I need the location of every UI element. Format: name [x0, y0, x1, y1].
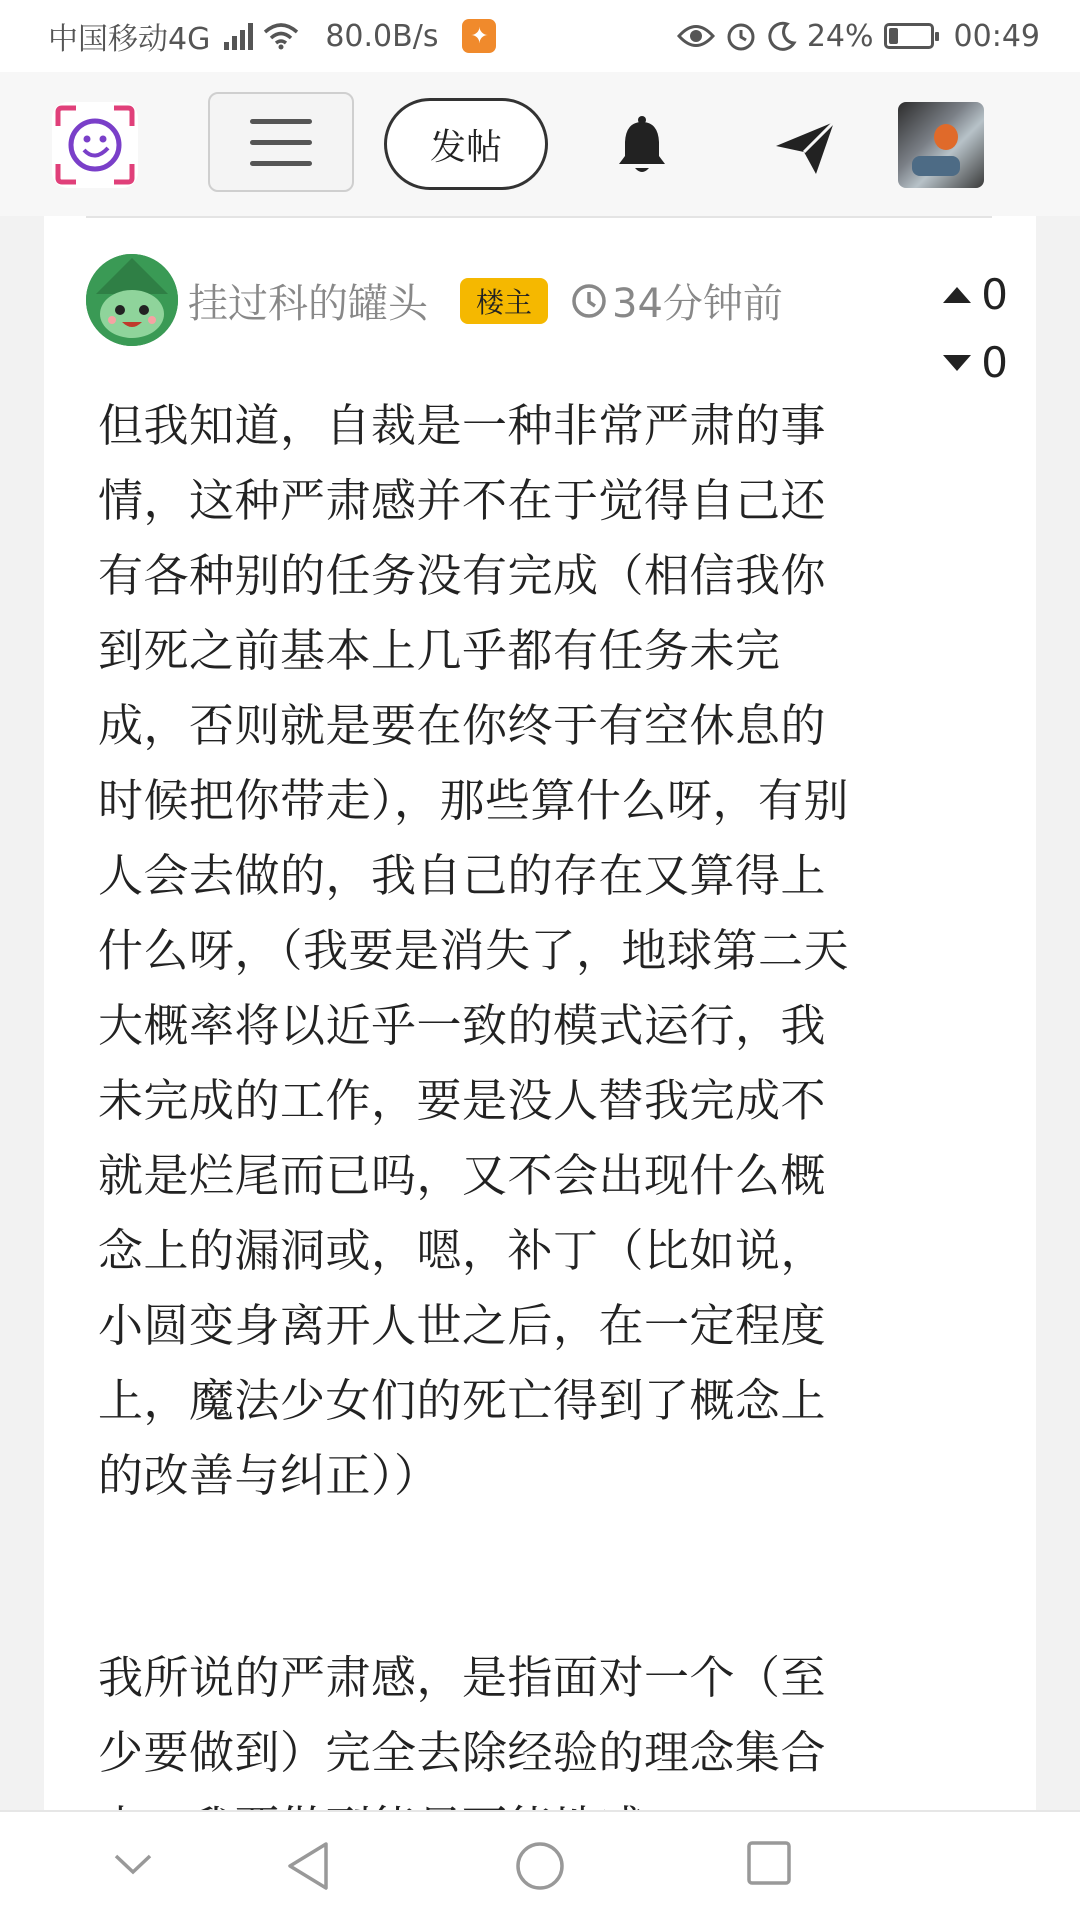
carrier-label: 中国移动4G: [48, 22, 211, 57]
post-paragraph: 我所说的严肃感，是指面对一个（至少要做到）完全去除经验的理念集合: [98, 1651, 827, 1779]
status-left: [48, 0, 496, 72]
upvote-arrow-icon: [943, 287, 971, 303]
status-right: [677, 0, 1040, 72]
system-nav-bar: [0, 1810, 1080, 1920]
moon-icon: [767, 21, 797, 51]
downvote-button[interactable]: [943, 338, 1008, 387]
back-icon[interactable]: [284, 1840, 332, 1892]
user-avatar[interactable]: [898, 102, 984, 188]
upvote-button[interactable]: [943, 270, 1008, 319]
site-logo-icon[interactable]: [52, 102, 138, 188]
clock: 00:49: [953, 18, 1040, 54]
new-post-button[interactable]: 发帖: [384, 98, 548, 190]
divider: [86, 216, 992, 218]
clock-icon: [570, 282, 608, 320]
time-label: 34分钟前: [612, 281, 783, 327]
send-icon[interactable]: [772, 116, 838, 178]
wifi-icon: [263, 22, 299, 50]
author-avatar[interactable]: [86, 254, 178, 346]
author-name[interactable]: 挂过科的罐头: [188, 281, 428, 327]
home-icon[interactable]: [514, 1840, 566, 1892]
upvote-count: 0: [981, 270, 1008, 319]
post-paragraph: 但我知道，自裁是一种非常严肃的事情，这种严肃感并不在于觉得自己还有各种别的任务没有完成（相信我你到死之前基本上几乎都有任务未完成，否则就是要在你终于有空休息的时候把你带走），那些算什么呀，有别人会去做的，我自己的存在又算得上什么呀，（我要是消失了，地球第二天大概率将以近乎一致的模式运行，我未完成的工作，要是没人替我完成不就是烂尾而已吗，又不会出现什么概念上的漏洞或，嗯，补丁（比如说，小圆变身离开人世之后，在一定程度上，魔法少女们的死亡得到了概念上的改善与纠正））: [98, 399, 850, 1502]
downvote-count: 0: [981, 338, 1008, 387]
top-nav: [0, 72, 1080, 216]
downvote-arrow-icon: [943, 355, 971, 371]
op-badge: 楼主: [460, 278, 548, 324]
post-card: [44, 216, 1036, 1810]
app-notification-icon: ✦: [462, 19, 496, 53]
battery-icon: [884, 23, 934, 49]
alarm-icon: [725, 20, 757, 52]
status-bar: [0, 0, 1080, 72]
signal-icon: [224, 22, 253, 50]
post-time: [570, 272, 783, 329]
collapse-icon[interactable]: [112, 1852, 154, 1878]
menu-icon[interactable]: [208, 92, 354, 192]
eye-icon: [677, 23, 715, 49]
network-speed: 80.0B/s: [325, 18, 439, 54]
battery-percent: 24%: [806, 18, 874, 54]
bell-icon[interactable]: [612, 116, 672, 178]
recents-icon[interactable]: [746, 1840, 792, 1886]
